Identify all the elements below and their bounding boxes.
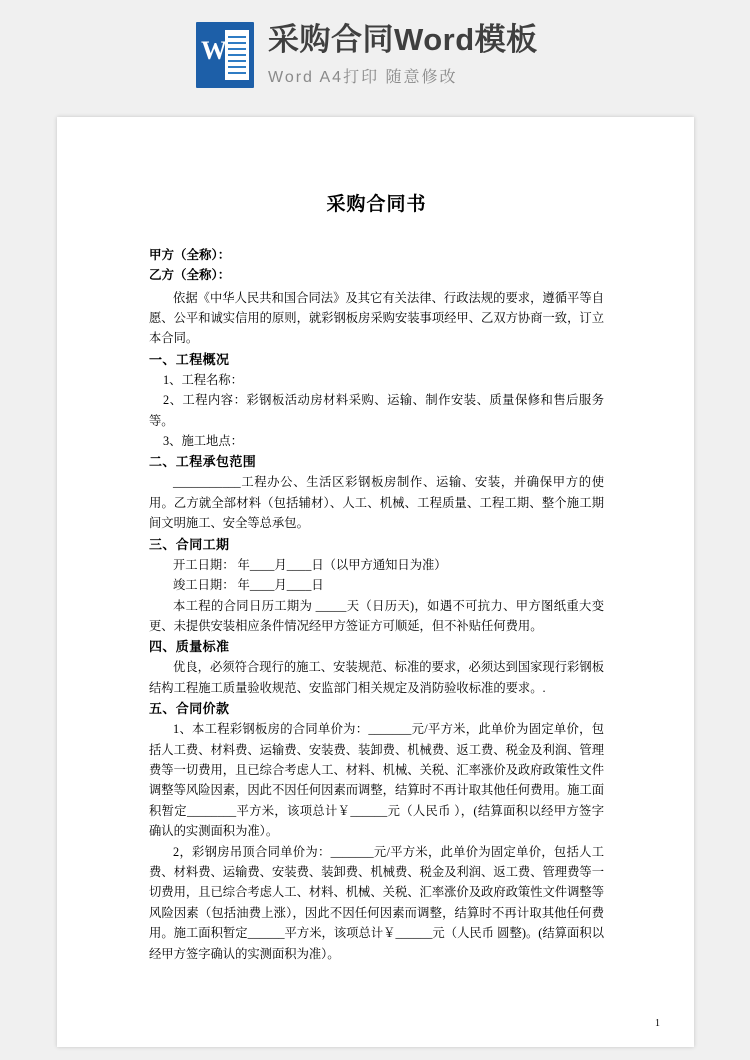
end-date-line: 竣工日期： 年____月____日 [173, 578, 324, 593]
section-4-paragraph-1: 优良，必须符合现行的施工、安装规范、标准的要求，必须达到国家现行彩钢板结构工程施工质量验收规范、安监部门相关规定及消防验收标准的要求。. [149, 660, 604, 695]
section-heading-3: 三、合同工期 [149, 536, 230, 552]
section-1-item-3: 3、施工地点： [163, 433, 243, 448]
word-app-icon [196, 22, 254, 88]
promo-banner [0, 0, 750, 112]
banner-text-group [268, 22, 538, 87]
section-1-item-1: 1、工程名称： [163, 372, 243, 387]
word-logo-letter: W [201, 36, 227, 65]
start-date-line: 开工日期： 年____月____日（以甲方通知日为准） [173, 557, 447, 572]
section-5-item-2: 2，彩钢房吊顶合同单价为：_______元/平方米，此单价为固定单价，包括人工费、材料费、运输费、安装费、装卸费、机械费、税金及利润、返工费、管理费等一切费用，且已综合考虑人工、材料、机械、关税、汇率涨价及政府政策性文件调整等风险因素（包括油费上涨），因此不因任何因素而调整，结算时不再计取其他任何费用。施工面积暂定______平方米，该项总计￥______元（人民币 圆整)。(结算面积以经甲方签字确认的实测面积为准）。 [149, 844, 604, 961]
section-heading-2: 二、工程承包范围 [149, 454, 257, 470]
section-heading-5: 五、合同价款 [149, 701, 230, 717]
section-heading-4: 四、质量标准 [149, 639, 230, 655]
banner-title: 采购合同Word模板 [268, 22, 538, 57]
section-2-paragraph-1: ___________工程办公、生活区彩钢板房制作、运输、安装，并确保甲方的使用。乙方就全部材料（包括辅材）、人工、机械、工程质量、工程工期、整个施工期间文明施工、安全等总承包。 [149, 475, 604, 531]
document-content [149, 189, 604, 964]
party-a-label: 甲方（全称）： [149, 248, 231, 262]
banner-content [196, 22, 538, 88]
document-page-icon [225, 30, 249, 80]
preamble-paragraph: 依据《中华人民共和国合同法》及其它有关法律、行政法规的要求，遵循平等自愿、公平和诚实信用的原则，就彩钢板房采购安装事项经甲、乙双方协商一致，订立本合同。 [149, 290, 604, 346]
section-5-item-1: 1、本工程彩钢板房的合同单价为：_______元/平方米，此单价为固定单价，包括人工费、材料费、运输费、安装费、装卸费、机械费、返工费、税金及利润、管理费等一切费用，且已综合考虑人工、材料、机械、关税、汇率涨价及政府政策性文件调整等风险因素，因此不因任何因素而调整，结算时不再计取其他任何费用。施工面积暂定________平方米，该项总计￥______元（人民币 ），(结算面积以经甲方签字确认的实测面积为准）。 [149, 722, 604, 839]
section-1-item-2: 2、工程内容：彩钢板活动房材料采购、运输、制作安装、质量保修和售后服务等。 [149, 393, 604, 428]
page-number: 1 [655, 1018, 660, 1029]
contract-title: 采购合同书 [326, 194, 427, 215]
banner-subtitle: Word A4打印 随意修改 [268, 69, 458, 87]
document-page [57, 117, 694, 1047]
section-heading-1: 一、工程概况 [149, 351, 230, 367]
section-3-paragraph-1: 本工程的合同日历工期为 _____天（日历天)，如遇不可抗力、甲方图纸重大变更、未提供安装相应条件情况经甲方签证方可顺延，但不补贴任何费用。 [149, 598, 604, 633]
party-b-label: 乙方（全称）： [149, 268, 231, 283]
